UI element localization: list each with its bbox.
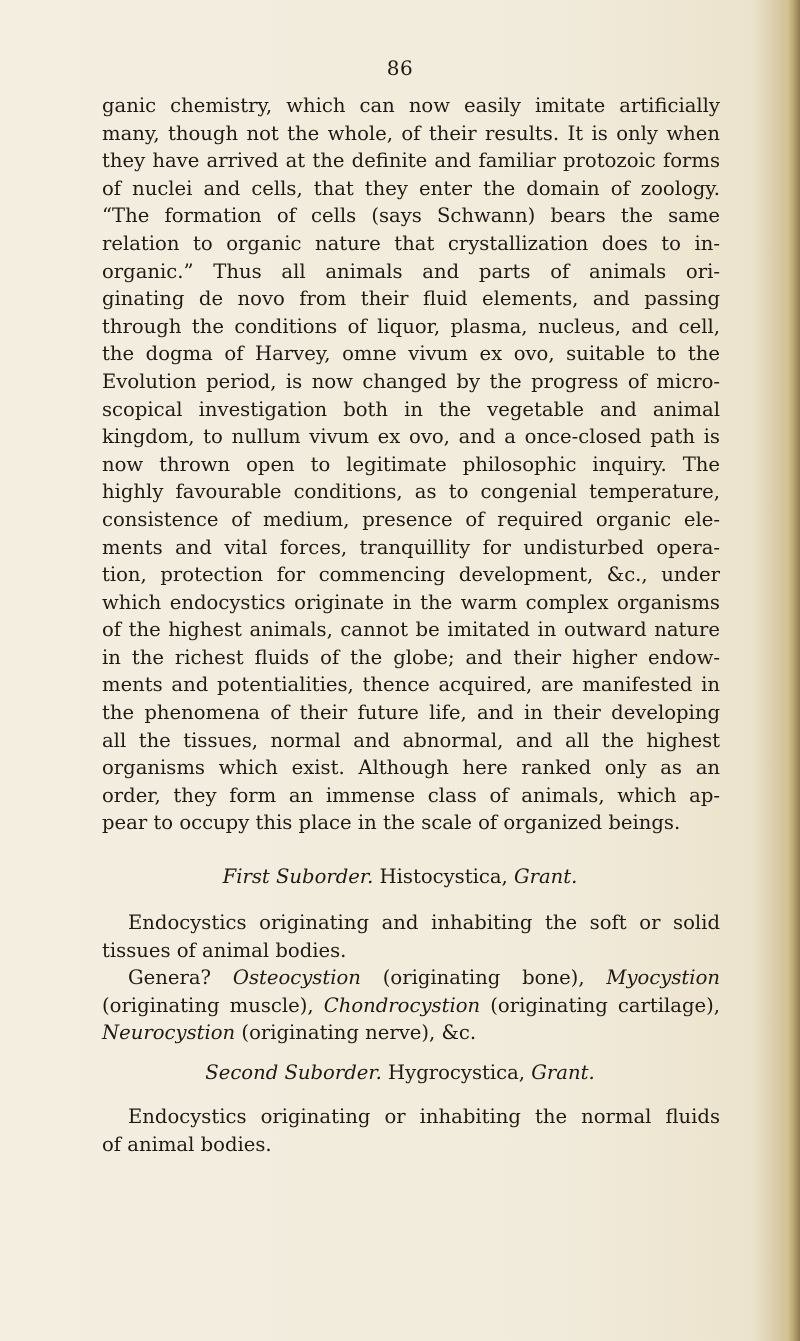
text-line: Endocystics originating or inhabiting the normal fluids — [128, 1105, 720, 1128]
first-suborder-label: First Suborder. — [222, 865, 374, 888]
text-line: ganic chemistry, which can now easily imitate artificially — [102, 94, 720, 117]
genus-note: (originating nerve), &c. — [241, 1021, 477, 1045]
genus-name: Neurocystion — [102, 1021, 236, 1045]
second-suborder-heading — [0, 1061, 800, 1084]
text-line: ginating de novo from their fluid elements, and passing — [102, 287, 720, 311]
second-suborder-name: Hygrocystica, — [388, 1061, 526, 1084]
text-line: ments and vital forces, tranquillity for undisturbed opera- — [102, 535, 720, 559]
text-line: kingdom, to nullum vivum ex ovo, and a once-closed path is — [102, 425, 720, 449]
text-line: highly favourable conditions, as to congenial temperature, — [102, 480, 720, 504]
genera-query: Genera? — [128, 966, 212, 990]
text-line: many, though not the whole, of their results. It is only when — [102, 121, 720, 145]
second-suborder-author: Grant. — [531, 1061, 595, 1084]
genus-name: Osteocystion — [232, 966, 361, 990]
text-line: scopical investigation both in the vegetable and animal — [102, 397, 720, 421]
text-line: organisms which exist. Although here ranked only as an — [102, 756, 720, 780]
genus-name: Chondrocystion — [323, 993, 481, 1017]
text-line: Evolution period, is now changed by the progress of micro- — [102, 369, 720, 393]
text-line: through the conditions of liquor, plasma, nucleus, and cell, — [102, 314, 720, 338]
genus-note: (originating bone), — [382, 966, 585, 990]
page-number: 86 — [386, 56, 414, 80]
genera-line — [102, 992, 720, 1020]
text-line: of the highest animals, cannot be imitated in outward nature — [102, 618, 720, 642]
text-line: which endocystics originate in the warm complex organisms — [102, 590, 720, 614]
text-line: Endocystics originating and inhabiting the soft or solid — [128, 911, 720, 934]
text-line: now thrown open to legitimate philosophic inquiry. The — [102, 452, 720, 476]
text-line: pear to occupy this place in the scale of organized beings. — [102, 811, 681, 835]
text-line: ments and potentialities, thence acquired, are manifested in — [102, 673, 720, 697]
text-line: organic.” Thus all animals and parts of animals ori- — [102, 259, 720, 283]
first-suborder-heading — [0, 865, 800, 888]
first-suborder-author: Grant. — [513, 865, 578, 888]
second-suborder-label: Second Suborder. — [205, 1061, 382, 1084]
genus-note: (originating muscle), — [102, 993, 314, 1017]
genera-line — [102, 1019, 720, 1047]
page-edge-shadow — [778, 0, 800, 1341]
first-suborder-name: Histocystica, — [379, 865, 508, 888]
text-line: relation to organic nature that crystallization does to in- — [102, 231, 720, 255]
text-line: tissues of animal bodies. — [102, 938, 347, 962]
text-line: of animal bodies. — [102, 1132, 272, 1156]
second-suborder-description — [102, 1103, 720, 1158]
text-line: “The formation of cells (says Schwann) bears the same — [102, 204, 720, 228]
text-line: they have arrived at the definite and familiar protozoic forms — [102, 149, 720, 173]
genera-line — [102, 964, 720, 992]
body-text — [102, 92, 720, 837]
text-line: the phenomena of their future life, and in their developing — [102, 701, 720, 725]
text-line: consistence of medium, presence of required organic ele- — [102, 507, 720, 531]
text-line: the dogma of Harvey, omne vivum ex ovo, suitable to the — [102, 342, 720, 366]
first-suborder-description — [102, 909, 720, 1047]
genus-note: (originating cartilage), — [490, 993, 721, 1017]
text-line: in the richest fluids of the globe; and their higher endow- — [102, 645, 720, 669]
text-line: of nuclei and cells, that they enter the domain of zoology. — [102, 176, 720, 200]
text-line: tion, protection for commencing development, &c., under — [102, 563, 720, 587]
text-line: order, they form an immense class of animals, which ap- — [102, 783, 720, 807]
genus-name: Myocystion — [606, 966, 720, 990]
text-line: all the tissues, normal and abnormal, and all the highest — [102, 728, 720, 752]
